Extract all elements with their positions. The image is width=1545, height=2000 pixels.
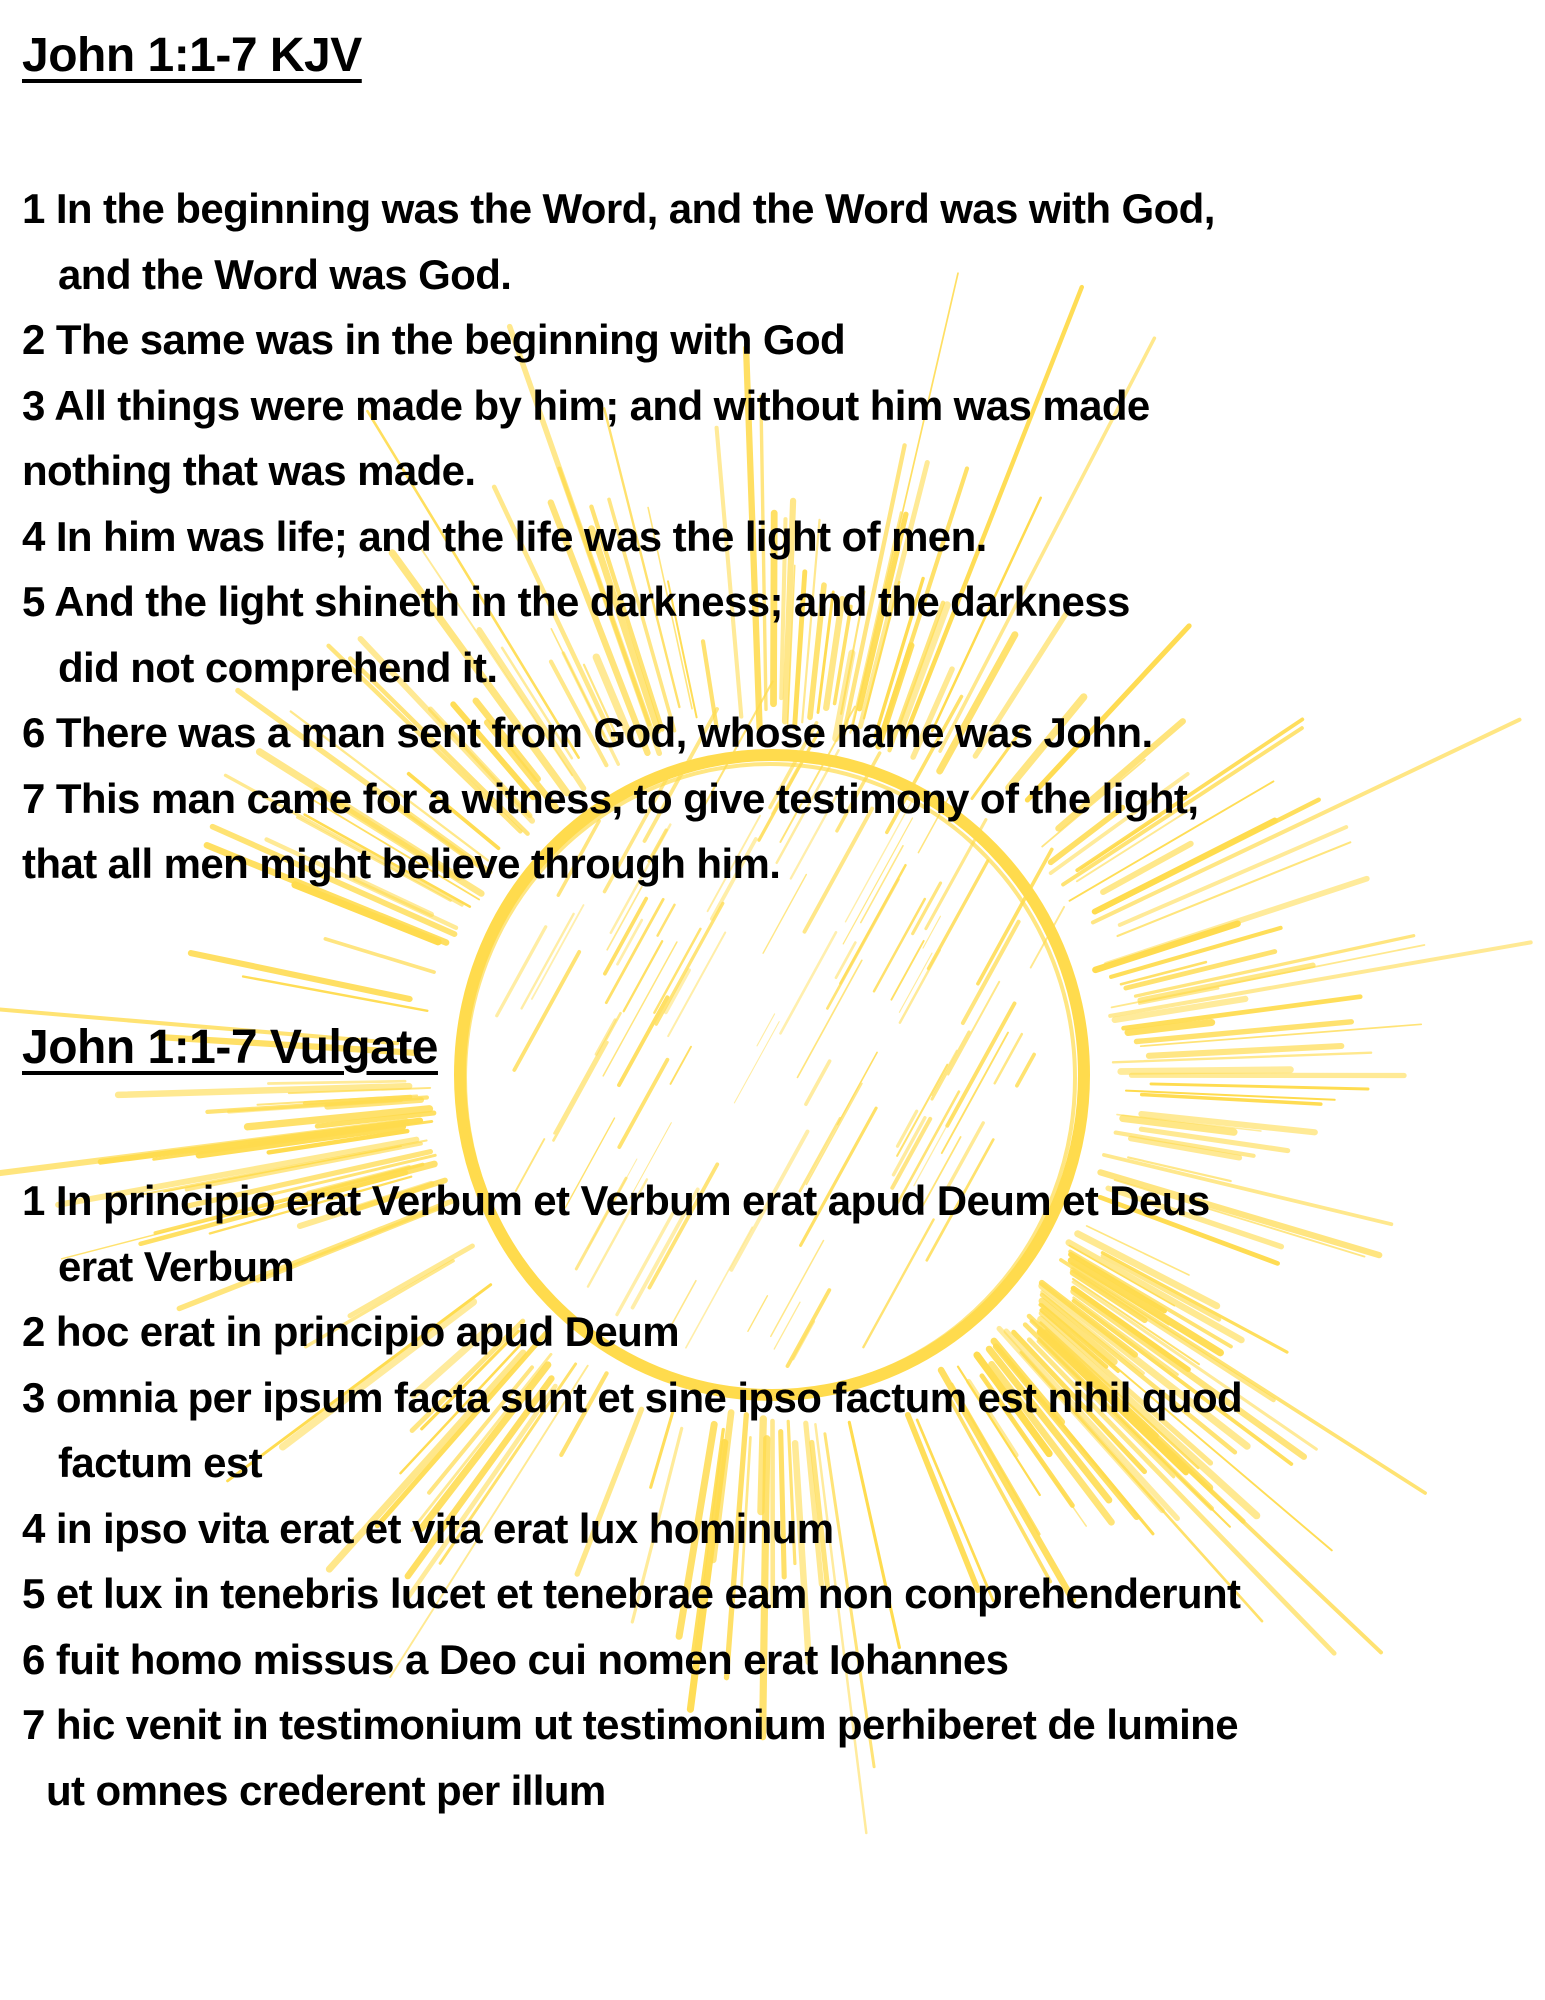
verse-text-continued: and the Word was God. — [58, 250, 512, 298]
verse-kjv-7 — [22, 766, 1522, 897]
verse-number: 3 — [22, 381, 45, 429]
verse-kjv-2 — [22, 307, 1522, 373]
verse-text: In the beginning was the Word, and the Word was with God, — [55, 185, 1215, 232]
section-heading-vulgate: John 1:1-7 Vulgate — [22, 1021, 438, 1074]
verse-number: 6 — [22, 709, 45, 756]
verse-kjv-4 — [22, 504, 1522, 570]
verse-kjv-1 — [22, 176, 1522, 307]
verse-kjv-5 — [22, 569, 1522, 700]
verse-text-continued: that all men might believe through him. — [22, 840, 781, 887]
verse-vulgate-2 — [22, 1299, 1522, 1365]
verse-text: In him was life; and the life was the light of men. — [55, 512, 987, 560]
verse-number: 5 — [22, 1570, 45, 1617]
verse-number: 4 — [22, 1504, 45, 1552]
verse-text: omnia per ipsum facta sunt et sine ipso factum est nihil quod — [55, 1373, 1243, 1421]
verse-number: 6 — [22, 1635, 45, 1683]
verse-vulgate-7 — [22, 1692, 1522, 1823]
verse-text: fuit homo missus a Deo cui nomen erat Iohannes — [55, 1635, 1009, 1683]
verse-number: 2 — [22, 1308, 45, 1355]
verse-number: 4 — [22, 512, 45, 560]
verse-text: There was a man sent from God, whose name was John. — [55, 709, 1153, 756]
vulgate-verses — [22, 1168, 1522, 1823]
verse-text: All things were made by him; and without him was made — [54, 381, 1150, 429]
verse-vulgate-4 — [22, 1496, 1522, 1562]
verse-text: in ipso vita erat et vita erat lux hominum — [55, 1504, 834, 1552]
verse-number: 3 — [22, 1373, 45, 1421]
verse-text: The same was in the beginning with God — [55, 316, 846, 363]
verse-text-continued: factum est — [58, 1439, 263, 1486]
verse-vulgate-1 — [22, 1168, 1522, 1299]
verse-text-continued: ut omnes crederent per illum — [46, 1766, 606, 1814]
section-heading-kjv: John 1:1-7 KJV — [22, 29, 362, 82]
verse-number: 1 — [22, 185, 45, 232]
kjv-verses — [22, 176, 1522, 897]
verse-text: hic venit in testimonium ut testimonium perhiberet de lumine — [55, 1701, 1238, 1748]
verse-text: hoc erat in principio apud Deum — [55, 1308, 679, 1355]
verse-number: 1 — [22, 1177, 45, 1224]
verse-text-continued: erat Verbum — [58, 1242, 295, 1290]
verse-vulgate-5 — [22, 1561, 1522, 1627]
verse-number: 2 — [22, 316, 45, 363]
verse-number: 5 — [22, 578, 45, 625]
verse-text-continued: did not comprehend it. — [58, 643, 498, 691]
verse-text: This man came for a witness, to give testimony of the light, — [55, 774, 1199, 822]
verse-text: et lux in tenebris lucet et tenebrae eam non conprehenderunt — [55, 1570, 1241, 1617]
verse-vulgate-3 — [22, 1365, 1522, 1496]
verse-kjv-3 — [22, 373, 1522, 504]
verse-number: 7 — [22, 1701, 45, 1748]
verse-text: And the light shineth in the darkness; and the darkness — [54, 578, 1130, 625]
verse-kjv-6 — [22, 700, 1522, 766]
verse-vulgate-6 — [22, 1627, 1522, 1693]
verse-text: In principio erat Verbum et Verbum erat apud Deum et Deus — [55, 1177, 1210, 1224]
verse-number: 7 — [22, 774, 45, 822]
verse-text-continued: nothing that was made. — [22, 447, 476, 494]
